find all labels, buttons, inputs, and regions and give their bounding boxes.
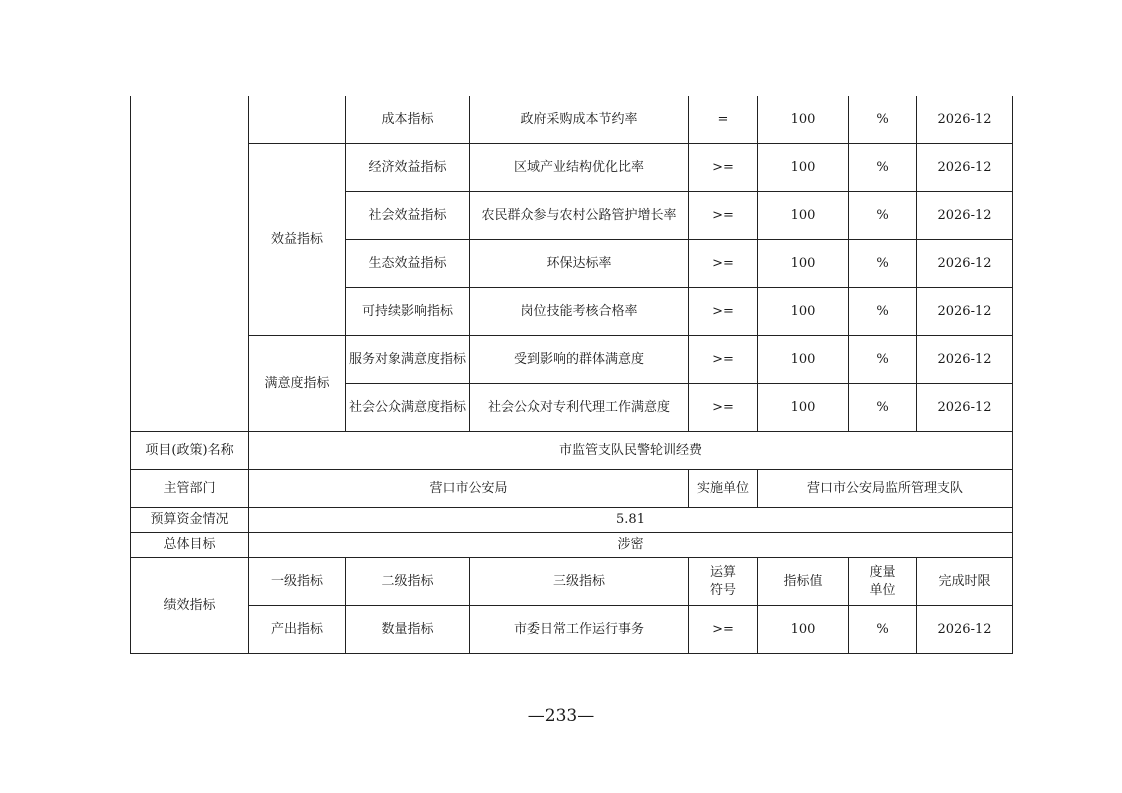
header-value: 指标值 xyxy=(758,558,849,606)
unit-cell: % xyxy=(849,288,917,336)
perf-label: 绩效指标 xyxy=(131,558,249,654)
header-operator-line1: 运算 xyxy=(709,564,736,580)
page-number: —233— xyxy=(527,706,595,726)
unit-cell: % xyxy=(849,384,917,432)
value-cell: 100 xyxy=(758,240,849,288)
deadline-cell: 2026-12 xyxy=(917,192,1013,240)
header-operator-line2: 符号 xyxy=(709,582,736,598)
unit-cell: % xyxy=(849,336,917,384)
value-cell: 100 xyxy=(758,336,849,384)
department-value: 营口市公安局 xyxy=(249,470,689,508)
value-cell: 100 xyxy=(758,144,849,192)
operator-cell: >= xyxy=(689,384,758,432)
level2-cell: 可持续影响指标 xyxy=(346,288,470,336)
level3-cell: 农民群众参与农村公路管护增长率 xyxy=(470,192,689,240)
department-row xyxy=(131,470,1013,508)
level2-cell: 成本指标 xyxy=(346,96,470,144)
table-row xyxy=(131,606,1013,654)
project-name-row xyxy=(131,432,1013,470)
level3-cell: 环保达标率 xyxy=(470,240,689,288)
table-row xyxy=(131,336,1013,384)
level3-cell: 社会公众对专利代理工作满意度 xyxy=(470,384,689,432)
header-unit-line1: 度量 xyxy=(869,564,896,580)
level2-cell: 社会效益指标 xyxy=(346,192,470,240)
implementing-unit-label: 实施单位 xyxy=(689,470,758,508)
department-label: 主管部门 xyxy=(131,470,249,508)
deadline-cell: 2026-12 xyxy=(917,606,1013,654)
value-cell: 100 xyxy=(758,384,849,432)
continued-level0-cell xyxy=(131,96,249,432)
implementing-unit-value: 营口市公安局监所管理支队 xyxy=(758,470,1013,508)
level1-cell: 产出指标 xyxy=(249,606,346,654)
table-row xyxy=(131,96,1013,144)
value-cell: 100 xyxy=(758,606,849,654)
level1-benefit-cell: 效益指标 xyxy=(249,144,346,336)
level1-satisfaction-cell: 满意度指标 xyxy=(249,336,346,432)
operator-cell: >= xyxy=(689,336,758,384)
level2-cell: 生态效益指标 xyxy=(346,240,470,288)
goal-value: 涉密 xyxy=(249,533,1013,558)
level2-cell: 经济效益指标 xyxy=(346,144,470,192)
operator-cell: = xyxy=(689,96,758,144)
header-level2: 二级指标 xyxy=(346,558,470,606)
header-unit xyxy=(849,558,917,606)
goal-label: 总体目标 xyxy=(131,533,249,558)
deadline-cell: 2026-12 xyxy=(917,336,1013,384)
level3-cell: 受到影响的群体满意度 xyxy=(470,336,689,384)
value-cell: 100 xyxy=(758,192,849,240)
unit-cell: % xyxy=(849,606,917,654)
operator-cell: >= xyxy=(689,288,758,336)
unit-cell: % xyxy=(849,96,917,144)
operator-cell: >= xyxy=(689,192,758,240)
header-level1: 一级指标 xyxy=(249,558,346,606)
goal-row xyxy=(131,533,1013,558)
operator-cell: >= xyxy=(689,240,758,288)
value-cell: 100 xyxy=(758,96,849,144)
level3-cell: 区域产业结构优化比率 xyxy=(470,144,689,192)
value-cell: 100 xyxy=(758,288,849,336)
deadline-cell: 2026-12 xyxy=(917,288,1013,336)
table-row xyxy=(131,144,1013,192)
perf-header-row xyxy=(131,558,1013,606)
level2-cell: 服务对象满意度指标 xyxy=(346,336,470,384)
continued-level1-cell xyxy=(249,96,346,144)
header-level3: 三级指标 xyxy=(470,558,689,606)
budget-value: 5.81 xyxy=(249,508,1013,533)
budget-row xyxy=(131,508,1013,533)
level2-cell: 数量指标 xyxy=(346,606,470,654)
project-name-label: 项目(政策)名称 xyxy=(131,432,249,470)
level3-cell: 市委日常工作运行事务 xyxy=(470,606,689,654)
level2-cell: 社会公众满意度指标 xyxy=(346,384,470,432)
level3-cell: 岗位技能考核合格率 xyxy=(470,288,689,336)
level3-cell: 政府采购成本节约率 xyxy=(470,96,689,144)
operator-cell: >= xyxy=(689,144,758,192)
header-unit-line2: 单位 xyxy=(869,582,896,598)
project-name-value: 市监管支队民警轮训经费 xyxy=(249,432,1013,470)
budget-label: 预算资金情况 xyxy=(131,508,249,533)
deadline-cell: 2026-12 xyxy=(917,384,1013,432)
unit-cell: % xyxy=(849,240,917,288)
operator-cell: >= xyxy=(689,606,758,654)
header-deadline: 完成时限 xyxy=(917,558,1013,606)
unit-cell: % xyxy=(849,144,917,192)
deadline-cell: 2026-12 xyxy=(917,96,1013,144)
unit-cell: % xyxy=(849,192,917,240)
deadline-cell: 2026-12 xyxy=(917,240,1013,288)
deadline-cell: 2026-12 xyxy=(917,144,1013,192)
header-operator xyxy=(689,558,758,606)
performance-table xyxy=(130,96,1013,654)
